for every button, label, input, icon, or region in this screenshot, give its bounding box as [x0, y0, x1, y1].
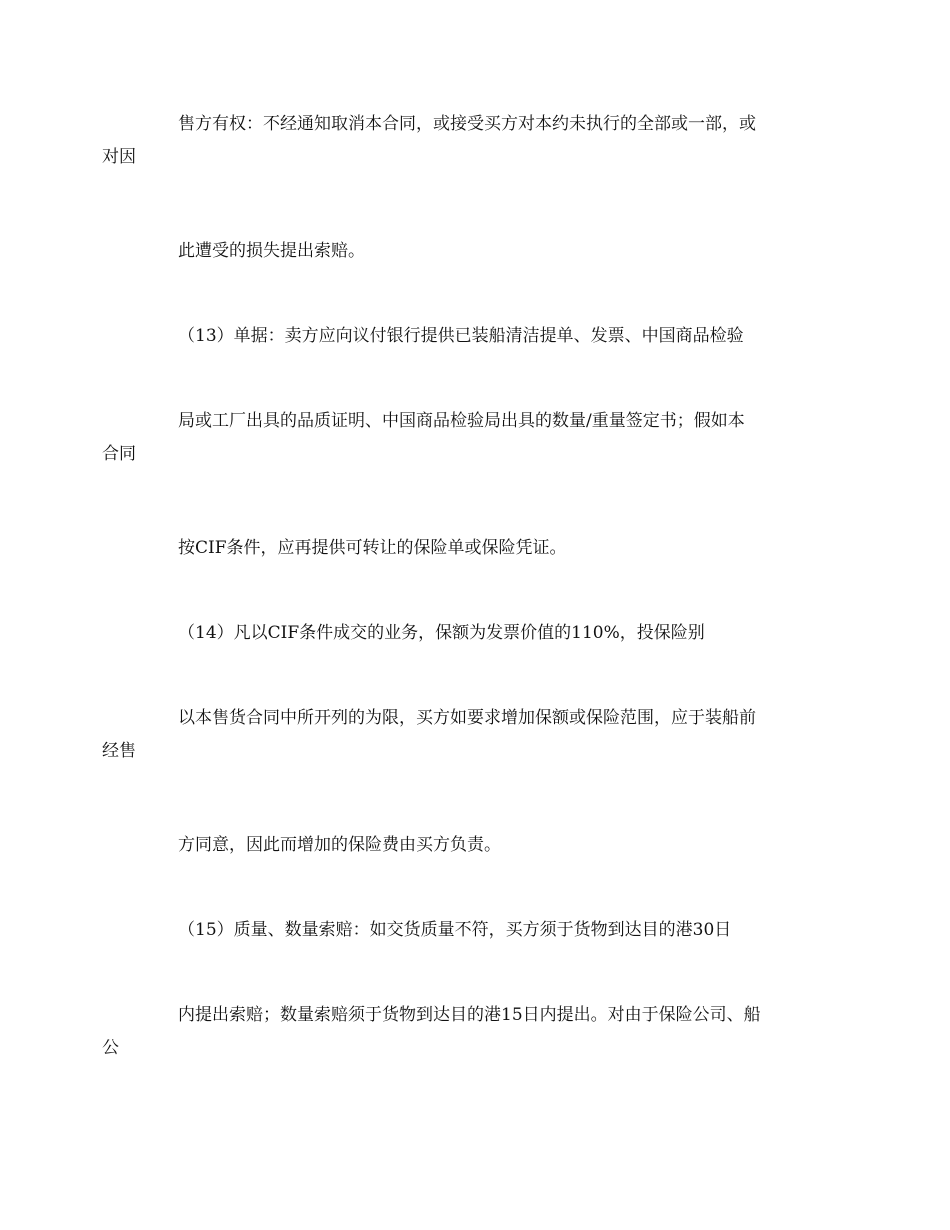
text-line: 局或工厂出具的品质证明、中国商品检验局出具的数量/重量签定书；假如本: [178, 411, 745, 431]
text-line: 内提出索赔；数量索赔须于货物到达目的港15日内提出。对由于保险公司、船: [178, 1005, 761, 1025]
paragraph-cif-insurance-policy: [140, 532, 820, 565]
text-line: （13）单据：卖方应向议付银行提供已装船清洁提单、发票、中国商品检验: [178, 326, 744, 346]
text-line: 按CIF条件，应再提供可转让的保险单或保险凭证。: [178, 538, 567, 558]
text-line: （15）质量、数量索赔：如交货质量不符，买方须于货物到达目的港30日: [178, 920, 732, 940]
text-line: 售方有权：不经通知取消本合同，或接受买方对本约未执行的全部或一部，或: [178, 114, 756, 134]
text-line: 合同: [102, 444, 136, 464]
paragraph-claim-deadline: [102, 999, 820, 1065]
paragraph-seller-rights: [102, 108, 820, 174]
text-line: （14）凡以CIF条件成交的业务，保额为发票价值的110%，投保险别: [178, 623, 705, 643]
paragraph-clause-15-claims: [140, 914, 820, 947]
paragraph-insurance-scope: [102, 702, 820, 768]
paragraph-clause-14-insurance: [140, 617, 820, 650]
text-line: 经售: [102, 741, 136, 761]
text-line: 对因: [102, 147, 136, 167]
text-line: 以本售货合同中所开列的为限，买方如要求增加保额或保险范围，应于装船前: [178, 708, 756, 728]
paragraph-quality-certificate: [102, 405, 820, 471]
paragraph-insurance-fee: [140, 829, 820, 862]
paragraph-clause-13-documents: [140, 320, 820, 353]
text-line: 方同意，因此而增加的保险费由买方负责。: [178, 835, 501, 855]
text-line: 此遭受的损失提出索赔。: [178, 241, 365, 261]
text-line: 公: [102, 1038, 119, 1058]
paragraph-loss-claim: [140, 235, 820, 268]
